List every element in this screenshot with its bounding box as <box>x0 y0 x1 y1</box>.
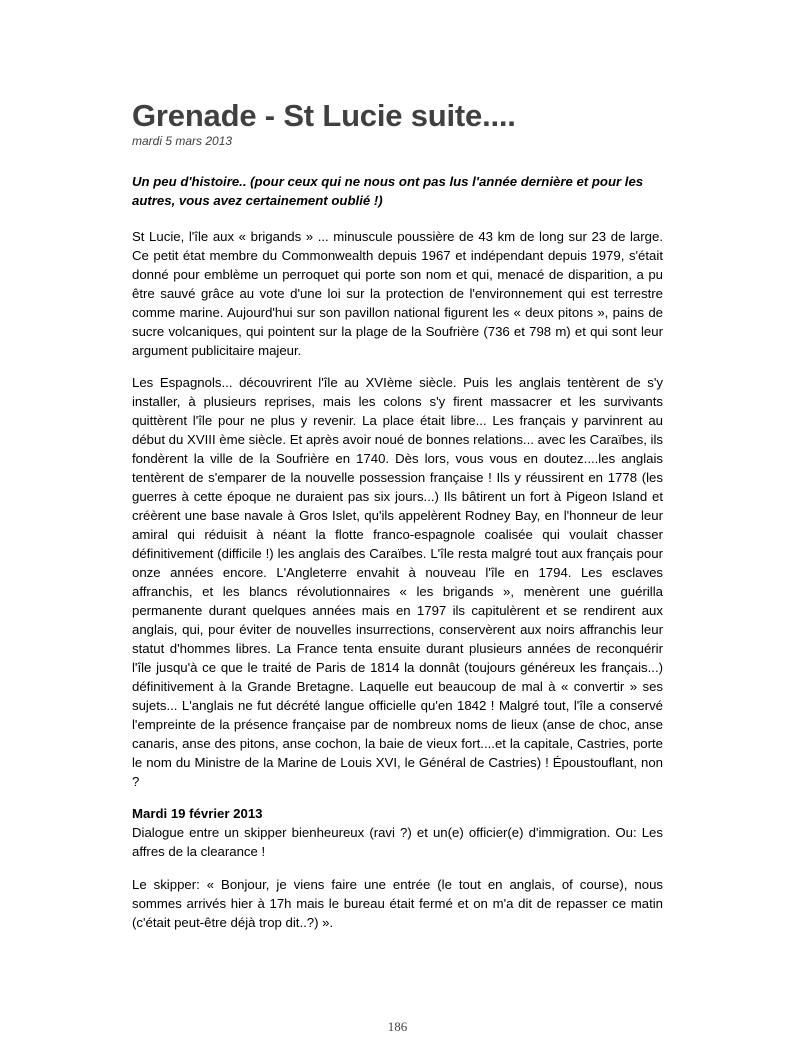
body-paragraph: Le skipper: « Bonjour, je viens faire une entrée (le tout en anglais, of course), nous sommes arrivés hier à 17h mais le bureau était fermé et on m'a dit de repasser ce matin (c'était peut-être déjà trop dit..?) ». <box>132 876 663 930</box>
body-paragraph: Dialogue entre un skipper bienheureux (ravi ?) et un(e) officier(e) d'immigration. Ou: Les affres de la clearance ! <box>132 825 663 860</box>
day-heading: Mardi 19 février 2013 <box>132 806 263 822</box>
body-paragraph: Les Espagnols... découvrirent l'île au XVIème siècle. Puis les anglais tentèrent de s'y installer, à plusieurs reprises, mais les colons s'y firent massacrer et les survivants quittèrent l'île pour ne plus y revenir. La place était libre... Les français y parvinrent au début du XVIII ème siècle. Et après avoir noué de bonnes relations... avec les Caraïbes, ils fondèrent la ville de la Soufrière en 1740. Dès lors, vous vous en doutez....les anglais tentèrent de s'emparer de la nouvelle possession française ! Ils y réussirent en 1778 (les guerres à cette époque ne duraient pas six jours...) Ils bâtirent un fort à Pigeon Island et créèrent une base navale à Gros Islet, qu'ils appelèrent Rodney Bay, en l'honneur de leur amiral qui réduisit à néant la flotte franco-espagnole coalisée qui voulait chasser définitivement (difficile !) les anglais des Caraïbes. L'île resta malgré tout aux français pour onze années encore. L'Angleterre envahit à nouveau l'île en 1794. Les esclaves affranchis, et les blancs révolutionnaires « les brigands », menèrent une guérilla permanente durant quelques années mais en 1797 ils capitulèrent et se rendirent aux anglais, qui, pour éviter de nouvelles insurrections, conservèrent aux noirs affranchis leur statut d'hommes libres. La France tenta ensuite durant plusieurs années de reconquérir l'île jusqu'à ce que le traité de Paris de 1814 la donnât (toujours généreux les français...) définitivement à la Grande Bretagne. Laquelle eut beaucoup de mal à « convertir » ses sujets... L'anglais ne fut décrété langue officielle qu'en 1842 ! Malgré tout, l'île a conservé l'empreinte de la présence française par de nombreux noms de lieux (anse de choc, anse canaris, anse des pitons, anse cochon, la baie de vieux fort....et la capitale, Castries, porte le nom du Ministre de la Marine de Louis XVI, le Général de Castries) ! Époustouflant, non ? <box>132 375 663 790</box>
page-number: 186 <box>387 1019 408 1034</box>
page-title: Grenade - St Lucie suite.... <box>132 98 516 133</box>
post-date: mardi 5 mars 2013 <box>132 134 233 148</box>
document-page <box>132 98 663 945</box>
body-paragraph: St Lucie, l'île aux « brigands » ... minuscule poussière de 43 km de long sur 23 de large. Ce petit état membre du Commonwealth depuis 1967 et indépendant depuis 1979, s'était donné pour emblème un perroquet qui porte son nom et qui, menacé de disparition, a pu être sauvé grâce au vote d'une loi sur la protection de l'environnement qui est terrestre comme marine. Aujourd'hui sur son pavillon national figurent les « deux pitons », pains de sucre volcaniques, qui pointent sur la plage de la Soufrière (736 et 798 m) et qui sont leur argument publicitaire majeur. <box>132 229 663 358</box>
intro-paragraph: Un peu d'histoire.. (pour ceux qui ne nous ont pas lus l'année dernière et pour les autres, vous avez certainement oublié !) <box>132 174 644 208</box>
